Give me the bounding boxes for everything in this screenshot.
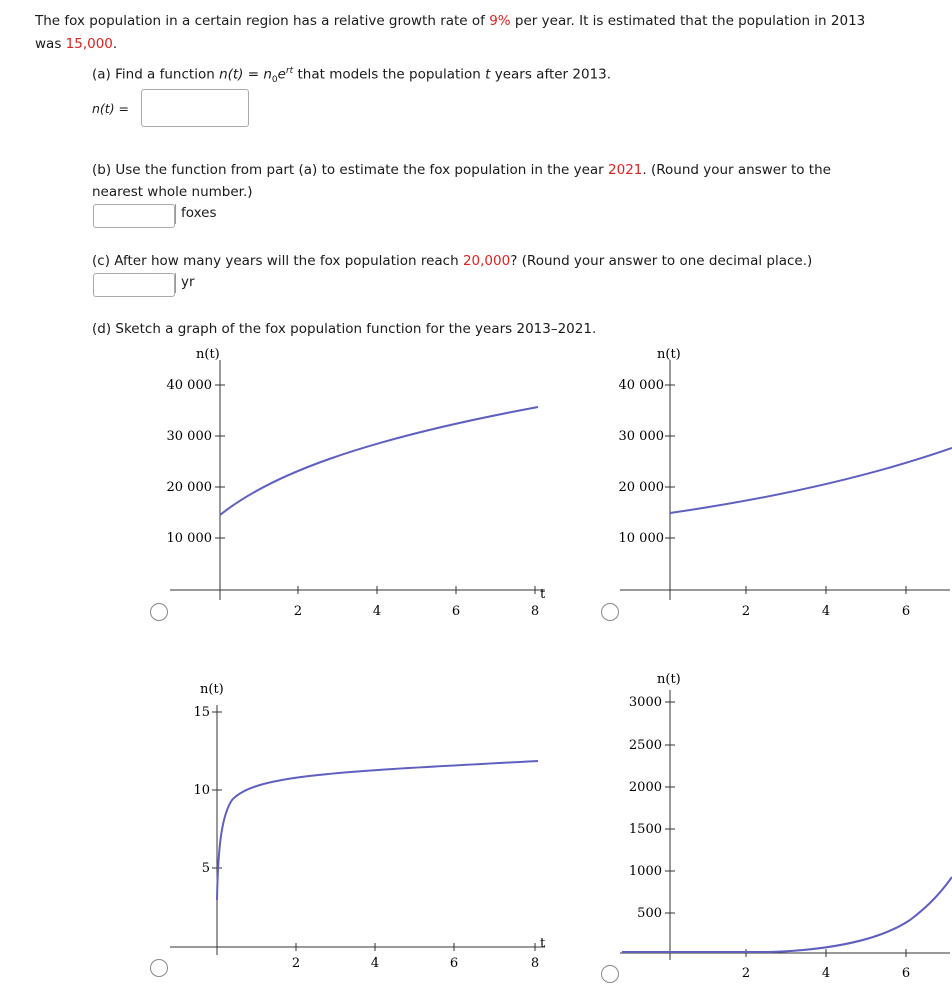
graph3-ytick-15: 15 [193, 705, 210, 720]
graph1-xtick-8: 8 [530, 604, 540, 619]
initial-population: 15,000 [65, 36, 113, 52]
graph4-curve [622, 877, 952, 952]
target-population: 20,000 [462, 253, 511, 269]
graph3-xtick-2: 2 [291, 956, 301, 971]
graph1-curve [220, 407, 538, 515]
graph1-xtick-4: 4 [372, 604, 382, 619]
graph2-curve [670, 448, 952, 513]
graph3-xtick-6: 6 [449, 956, 459, 971]
problem-intro-line1: The fox population in a certain region has a relative growth rate of 9% per year. It is estimated that the population in 2013 [35, 13, 866, 29]
graph3-xtick-4: 4 [370, 956, 380, 971]
graph2-ylabel: n(t) [657, 347, 681, 362]
graph1-xtick-2: 2 [293, 604, 303, 619]
graph-option-4 [610, 665, 952, 985]
graph2-ytick-20000: 20 000 [618, 480, 664, 495]
part-d-prompt: (d) Sketch a graph of the fox population function for the years 2013–2021. [92, 321, 597, 337]
graph1-ytick-10000: 10 000 [166, 531, 212, 546]
graph3-xtick-8: 8 [530, 956, 540, 971]
part-b-prompt-line2: nearest whole number.) [92, 184, 253, 200]
graph2-ytick-40000: 40 000 [618, 378, 664, 393]
part-a-answer-label: n(t) = [92, 101, 130, 116]
graph2-xtick-4: 4 [821, 604, 831, 619]
graph2-xtick-6: 6 [901, 604, 911, 619]
graph2-ytick-30000: 30 000 [618, 429, 664, 444]
graph1-ylabel: n(t) [196, 347, 220, 362]
graph1-ytick-20000: 20 000 [166, 480, 212, 495]
graph1-ytick-40000: 40 000 [166, 378, 212, 393]
part-c-prompt: (c) After how many years will the fox population reach 20,000? (Round your answer to one decimal place.) [92, 253, 813, 269]
graph4-ytick-500: 500 [637, 906, 662, 921]
part-a-prompt: (a) Find a function $n(t) = n_0e^{rt}$ that models the population t years after 2013. [92, 66, 612, 86]
graph4-ytick-1500: 1500 [628, 822, 662, 837]
graph4-ytick-3000: 3000 [628, 695, 662, 710]
graph1-ytick-30000: 30 000 [166, 429, 212, 444]
graph4-ylabel: n(t) [657, 672, 681, 687]
graph2-ytick-10000: 10 000 [618, 531, 664, 546]
graph4-xtick-6: 6 [901, 966, 911, 981]
growth-rate: 9% [489, 13, 511, 29]
graph4-ytick-2000: 2000 [628, 780, 662, 795]
graph3-ytick-10: 10 [193, 783, 210, 798]
graph-option-1 [160, 340, 560, 620]
graph3-curve [217, 761, 538, 900]
graph2-xtick-2: 2 [741, 604, 751, 619]
part-c-unit: yr [175, 273, 195, 293]
target-year: 2021 [608, 162, 643, 178]
graph1-xtick-6: 6 [451, 604, 461, 619]
graph4-xtick-2: 2 [741, 966, 751, 981]
graph3-ytick-5: 5 [201, 861, 210, 876]
graph4-xtick-4: 4 [821, 966, 831, 981]
graph3-ylabel: n(t) [200, 682, 224, 697]
part-b-prompt-line1: (b) Use the function from part (a) to estimate the fox population in the year 2021. (Round your answer to the [92, 162, 831, 178]
graph-option-3 [160, 675, 560, 975]
graph4-ytick-2500: 2500 [628, 738, 662, 753]
graph4-ytick-1000: 1000 [628, 864, 662, 879]
problem-intro-line2: was 15,000. [35, 36, 118, 52]
graph1-xlabel: t [540, 587, 546, 602]
graph-option-2 [610, 340, 952, 620]
part-a-answer-input[interactable] [141, 89, 249, 127]
graph3-xlabel: t [540, 936, 546, 951]
part-b-answer-input[interactable] [93, 204, 175, 228]
part-b-unit: foxes [175, 204, 217, 224]
part-c-answer-input[interactable] [93, 273, 175, 297]
